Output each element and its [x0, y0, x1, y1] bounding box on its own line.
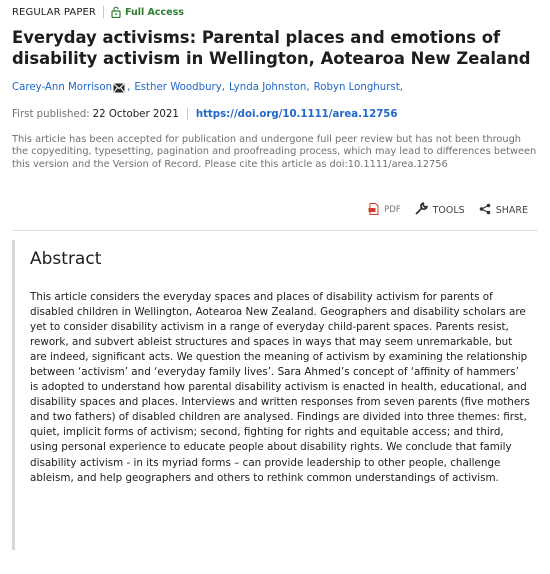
divider: [103, 6, 104, 18]
share-label: SHARE: [495, 204, 528, 216]
published-date: 22 October 2021: [92, 108, 179, 120]
tools-label: TOOLS: [432, 204, 465, 216]
author-link[interactable]: Lynda Johnston: [229, 82, 307, 93]
author-list: [12, 82, 407, 93]
envelope-icon[interactable]: [113, 83, 125, 93]
author-separator: ,: [399, 82, 403, 93]
abstract-heading: Abstract: [30, 249, 102, 269]
article-actions: [354, 202, 528, 218]
pdf-button[interactable]: [368, 203, 401, 218]
pdf-icon: [368, 203, 384, 218]
doi-link[interactable]: https://doi.org/10.1111/area.12756: [195, 108, 398, 120]
accepted-article-notice: This article has been accepted for publication and undergone full peer review but has not been through the copyediting, typesetting, pagination and proofreading process, which may lead to differences between this version and the Version of Record. Please cite this article as doi:10.1111/area.12756: [12, 134, 537, 170]
unlock-icon: [111, 6, 121, 18]
author-separator: ,: [127, 82, 131, 93]
share-icon: [479, 203, 496, 218]
article-type: REGULAR PAPER: [12, 6, 96, 18]
divider: [187, 108, 188, 120]
share-button[interactable]: [479, 203, 528, 218]
author-separator: ,: [306, 82, 310, 93]
wrench-icon: [415, 202, 433, 218]
tools-button[interactable]: [415, 202, 465, 218]
abstract-text: This article considers the everyday spaces and places of disability activism for parents of disabled children in Wellington, Aotearoa New Zealand. Geographers and disability scholars are yet to consider disability activism in a range of everyday child-parent spaces. Parents resist, rework, and subvert ableist structures and spaces in ways that may seem unremarkable, but are indeed, significant acts. We question the meaning of activism by examining the relationship between ‘activism’ and ‘everyday family lives’. Sara Ahmed’s concept of ‘affinity of hammers’ is adopted to understand how parental disability activism is enacted in health, educational, and disability spaces and places. Interviews and written responses from seven parents (five mothers and two fathers) of disabled children are analysed. Findings are divided into three themes: first, quiet, implicit forms of activism; second, fighting for rights and equitable access; and third, using personal experience to educate people about disability rights. We conclude that family disability activism - in its myriad forms – can provide leadership to other people, challenge ableism, and help geographers and others to rethink common understandings of activism.: [30, 291, 530, 484]
article-title: Everyday activisms: Parental places and emotions of disability activism in Wellington, Aotearoa New Zealand: [12, 28, 531, 68]
author-separator: ,: [221, 82, 226, 93]
author-link[interactable]: Esther Woodbury: [134, 82, 222, 93]
article-meta-row: [12, 5, 184, 19]
author-link[interactable]: Carey-Ann Morrison: [12, 82, 113, 93]
published-label: First published:: [12, 108, 90, 120]
abstract-section: [12, 240, 538, 550]
section-divider: [12, 230, 538, 231]
publication-info: [12, 108, 397, 120]
author-link[interactable]: Robyn Longhurst: [313, 82, 400, 93]
access-badge: Full Access: [124, 6, 184, 18]
pdf-label: PDF: [384, 205, 401, 215]
